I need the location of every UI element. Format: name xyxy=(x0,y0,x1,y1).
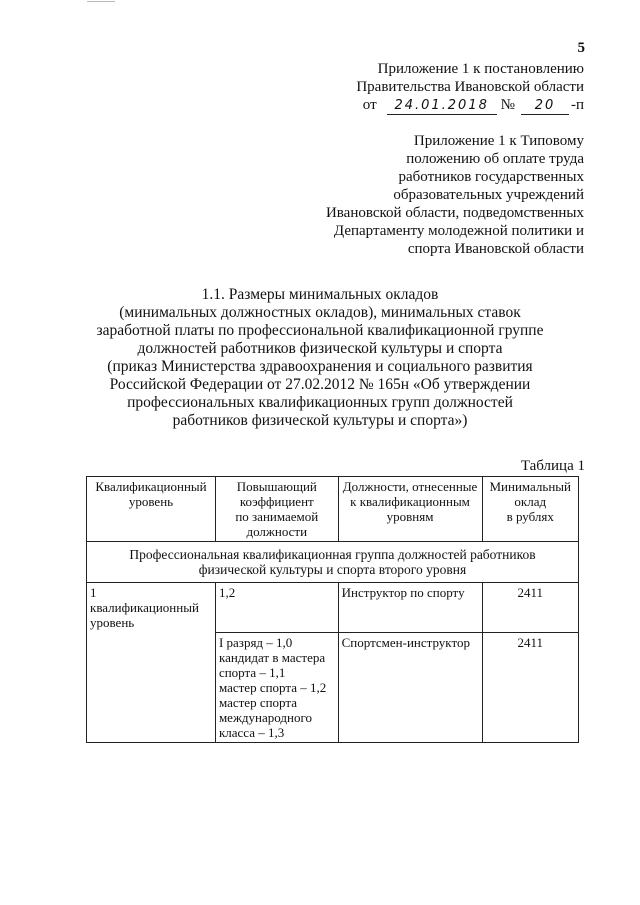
level-line: квалификационный xyxy=(90,600,199,615)
header-line: должности xyxy=(246,524,308,539)
heading-line: 1.1. Размеры минимальных окладов xyxy=(201,286,439,303)
coefficient-line: I разряд – 1,0 xyxy=(218,634,293,650)
coefficient-line: международного xyxy=(218,709,312,725)
appendix-line-1: Приложение 1 к постановлению xyxy=(377,61,584,77)
coefficient-line: 1,2 xyxy=(218,585,236,600)
salary-cell: 2411 xyxy=(482,583,579,633)
table-row xyxy=(87,632,579,742)
salary-table xyxy=(86,476,579,743)
appendix-sub-line: Департаменту молодежной политики и xyxy=(333,223,584,239)
header-positions xyxy=(338,477,482,542)
position-cell: Спортсмен-инструктор xyxy=(338,632,482,742)
handwritten-number: 20 xyxy=(521,98,569,115)
from-label: от xyxy=(362,97,377,113)
table-group-row xyxy=(87,542,579,583)
header-line: по занимаемой xyxy=(235,509,319,524)
level-line: уровень xyxy=(90,615,135,630)
level-cell-continued xyxy=(87,632,216,742)
header-line: Повышающий xyxy=(236,479,317,494)
coefficient-line: спорта – 1,1 xyxy=(218,664,286,680)
section-heading xyxy=(60,286,580,430)
heading-line: (приказ Министерства здравоохранения и социального развития xyxy=(107,358,533,375)
header-line: коэффициент xyxy=(239,494,314,509)
table-header-row xyxy=(87,477,579,542)
salary-cell: 2411 xyxy=(482,632,579,742)
heading-line: Российской Федерации от 27.02.2012 № 165н «Об утверждении xyxy=(109,376,531,393)
table-caption: Таблица 1 xyxy=(520,458,585,474)
position-cell: Инструктор по спорту xyxy=(338,583,482,633)
coefficient-line: кандидат в мастера xyxy=(218,649,326,665)
number-suffix: -п xyxy=(570,97,584,113)
group-line: физической культуры и спорта второго уровня xyxy=(198,562,467,577)
number-label: № xyxy=(500,97,515,113)
header-line: уровень xyxy=(128,494,174,509)
appendix-line-2: Правительства Ивановской области xyxy=(356,79,584,95)
header-line: оклад xyxy=(514,494,547,509)
level-line: 1 xyxy=(90,585,97,600)
heading-line: (минимальных должностных окладов), минимальных ставок xyxy=(119,304,521,321)
header-qualification-level xyxy=(87,477,216,542)
heading-line: профессиональных квалификационных групп должностей xyxy=(127,394,513,411)
appendix-sub-line: работников государственных xyxy=(398,169,584,185)
appendix-sub-line: Приложение 1 к Типовому xyxy=(413,133,584,149)
heading-line: работников физической культуры и спорта») xyxy=(172,412,468,429)
scan-mark xyxy=(87,1,115,2)
level-cell xyxy=(87,583,216,633)
coefficient-line: мастер спорта xyxy=(218,694,297,710)
header-line: Квалификационный xyxy=(95,479,207,494)
header-line: уровням xyxy=(386,509,434,524)
coefficient-line: класса – 1,3 xyxy=(218,724,285,740)
page-number: 5 xyxy=(577,40,585,56)
header-coefficient xyxy=(215,477,338,542)
coefficient-cell xyxy=(215,583,338,633)
appendix-sub-line: положению об оплате труда xyxy=(406,151,584,167)
header-line: Минимальный xyxy=(489,479,572,494)
coefficient-line: мастер спорта – 1,2 xyxy=(218,679,327,695)
header-line: к квалификационным xyxy=(350,494,470,509)
appendix-sub-line: образовательных учреждений xyxy=(393,187,584,203)
resolution-date-line xyxy=(304,96,584,115)
coefficient-cell xyxy=(215,632,338,742)
group-line: Профессиональная квалификационная группа должностей работников xyxy=(129,547,536,562)
table-row xyxy=(87,583,579,633)
header-line: в рублях xyxy=(506,509,554,524)
heading-line: должностей работников физической культуры и спорта xyxy=(137,340,503,357)
heading-line: заработной платы по профессиональной квалификационной группе xyxy=(96,322,544,339)
handwritten-date: 24.01.2018 xyxy=(387,98,497,115)
appendix-sub-line: спорта Ивановской области xyxy=(407,241,584,257)
appendix-sub-line: Ивановской области, подведомственных xyxy=(325,205,584,221)
qualification-group-title xyxy=(87,542,579,583)
header-line: Должности, отнесенные xyxy=(342,479,478,494)
appendix-header xyxy=(304,60,584,115)
header-min-salary xyxy=(482,477,579,542)
appendix-sub-header xyxy=(264,132,584,258)
